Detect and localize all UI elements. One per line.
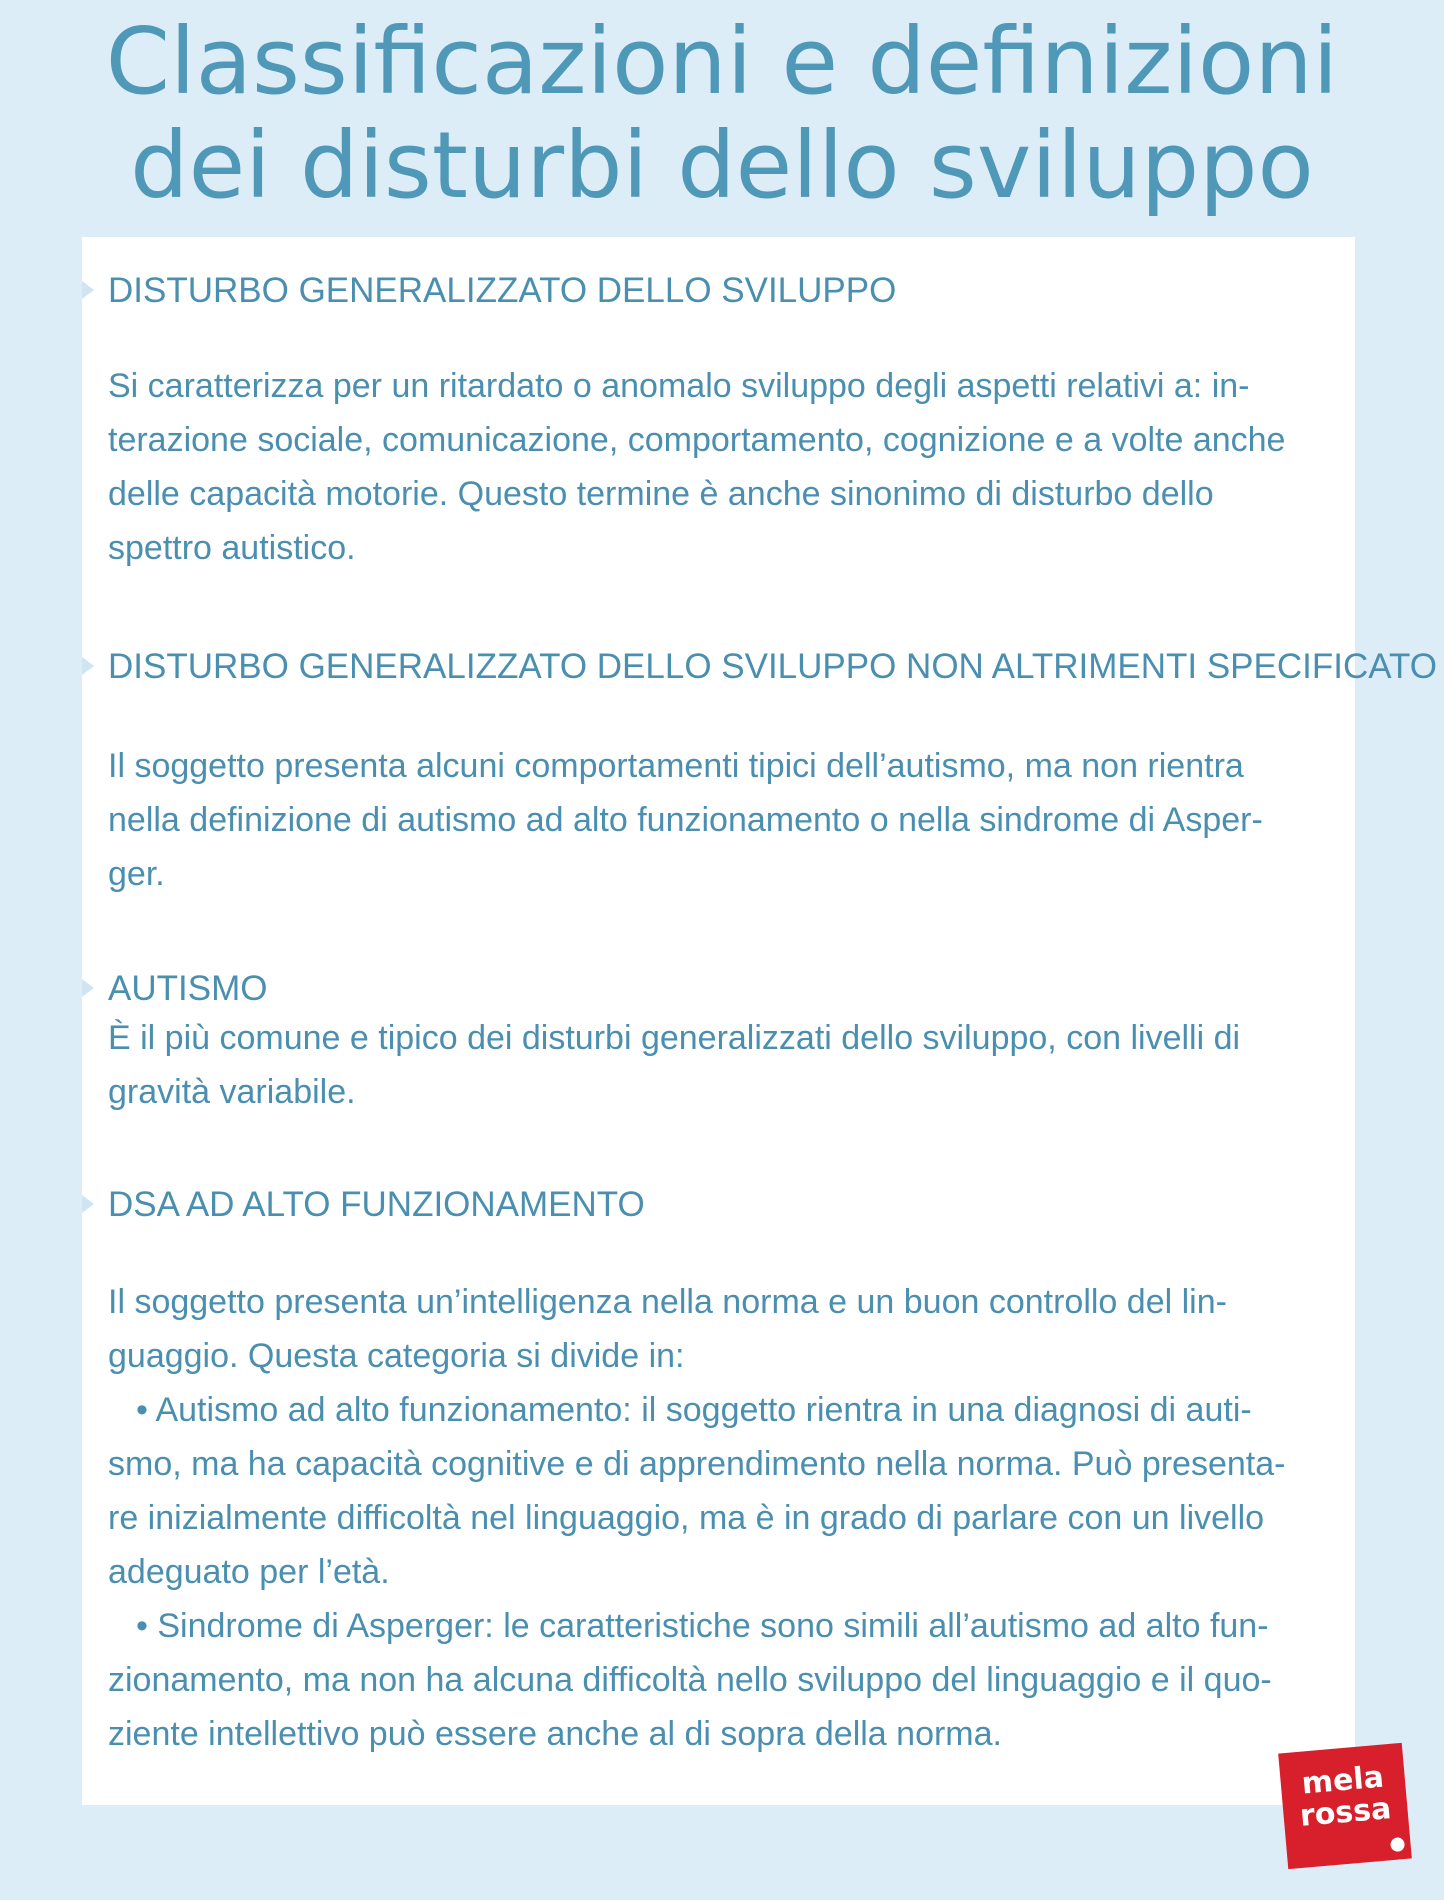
- bullet-line: ziente intellettivo può essere anche al di sopra della norma.: [108, 1715, 1002, 1753]
- body-line: nella definizione di autismo ad alto funzionamento o nella sindrome di Asper-: [108, 801, 1263, 839]
- title-line-1: Classificazioni e definizioni: [105, 8, 1339, 115]
- apple-icon: [1390, 1837, 1405, 1852]
- bullet-line: zionamento, ma non ha alcuna difficoltà nello sviluppo del linguaggio e il quo-: [108, 1661, 1272, 1699]
- heading-text: DISTURBO GENERALIZZATO DELLO SVILUPPO: [108, 271, 897, 310]
- heading-text: AUTISMO: [108, 969, 268, 1008]
- arrow-marker-icon: [82, 657, 94, 675]
- section-autismo: [108, 967, 1418, 1119]
- arrow-marker-icon: [82, 281, 94, 299]
- bullet-line: smo, ma ha capacità cognitive e di apprendimento nella norma. Può presenta-: [108, 1445, 1286, 1483]
- body-line: Si caratterizza per un ritardato o anomalo sviluppo degli aspetti relativi a: in-: [108, 367, 1250, 405]
- body-line: Il soggetto presenta un’intelligenza nella norma e un buon controllo del lin-: [108, 1283, 1227, 1321]
- body-line: terazione sociale, comunicazione, comportamento, cognizione e a volte anche: [108, 421, 1286, 459]
- logo-line-2: rossa: [1298, 1791, 1393, 1834]
- heading-text: DISTURBO GENERALIZZATO DELLO SVILUPPO NON ALTRIMENTI SPECIFICATO: [108, 647, 1437, 686]
- section-heading: [108, 645, 1437, 689]
- bullet-item: [108, 1599, 1338, 1761]
- section-body: [108, 739, 1338, 901]
- bullet-line: • Autismo ad alto funzionamento: il soggetto rientra in una diagnosi di auti-: [136, 1391, 1252, 1429]
- section-disturbo-generalizzato: [108, 269, 1418, 575]
- heading-text: DSA AD ALTO FUNZIONAMENTO: [108, 1185, 645, 1224]
- body-line: delle capacità motorie. Questo termine è anche sinonimo di disturbo dello: [108, 475, 1214, 513]
- body-line: Il soggetto presenta alcuni comportamenti tipici dell’autismo, ma non rientra: [108, 747, 1244, 785]
- bullet-line: • Sindrome di Asperger: le caratteristiche sono simili all’autismo ad alto fun-: [136, 1607, 1269, 1645]
- section-non-altrimenti-specificato: [108, 645, 1437, 901]
- melarossa-logo: [1278, 1743, 1412, 1869]
- section-heading: [108, 269, 1418, 313]
- section-heading: [108, 967, 1418, 1011]
- section-body: [108, 1275, 1338, 1383]
- title-line-2: dei disturbi dello sviluppo: [130, 112, 1314, 219]
- body-line: spettro autistico.: [108, 529, 356, 567]
- body-line: guaggio. Questa categoria si divide in:: [108, 1337, 685, 1375]
- arrow-marker-icon: [82, 979, 94, 997]
- section-dsa-alto-funzionamento: [108, 1183, 1418, 1761]
- page-title: [0, 10, 1444, 218]
- logo-line-1: mela: [1300, 1759, 1386, 1802]
- body-line: gravità variabile.: [108, 1073, 356, 1111]
- content-card: [82, 237, 1437, 1805]
- bullet-line: adeguato per l’età.: [108, 1553, 390, 1591]
- arrow-marker-icon: [82, 1195, 94, 1213]
- bullet-item: [108, 1383, 1338, 1599]
- section-body: [108, 359, 1338, 575]
- section-body: [108, 1011, 1338, 1119]
- bullet-line: re inizialmente difficoltà nel linguaggio, ma è in grado di parlare con un livello: [108, 1499, 1265, 1537]
- body-line: ger.: [108, 855, 165, 893]
- section-heading: [108, 1183, 1418, 1227]
- body-line: È il più comune e tipico dei disturbi generalizzati dello sviluppo, con livelli di: [108, 1019, 1241, 1057]
